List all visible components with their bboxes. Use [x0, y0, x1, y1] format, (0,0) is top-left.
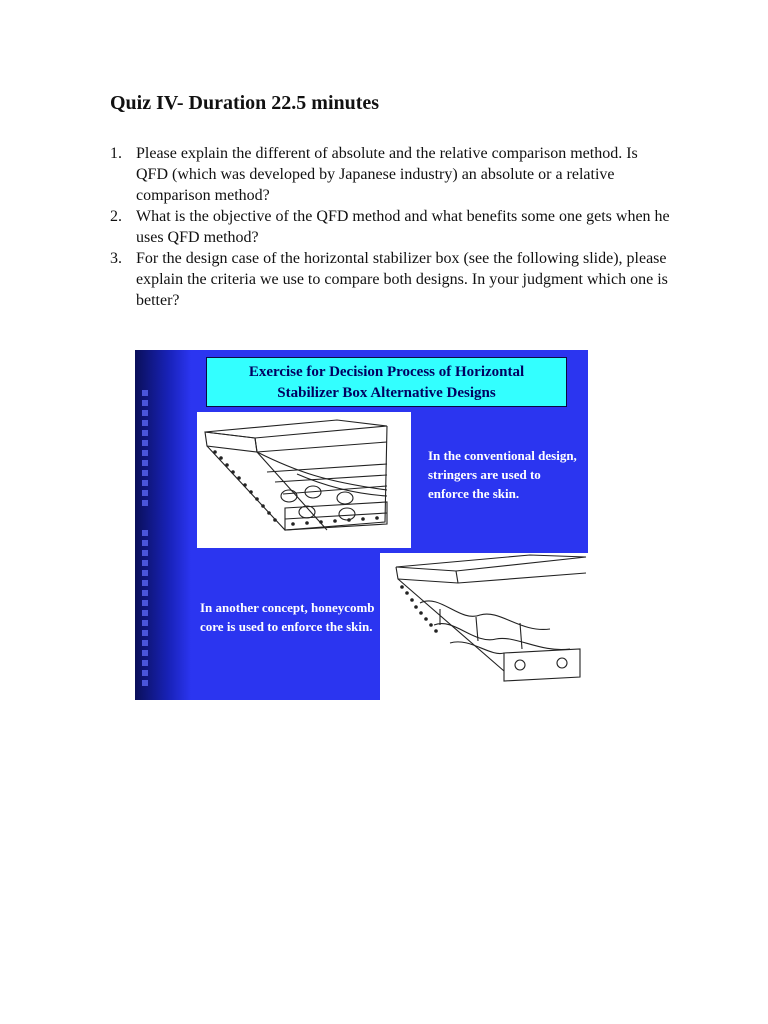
slide-pattern-square	[142, 500, 148, 506]
question-item	[110, 248, 670, 311]
slide-pattern-square	[142, 600, 148, 606]
slide-pattern-square	[142, 660, 148, 666]
question-number: 3.	[110, 250, 122, 267]
question-item	[110, 206, 670, 248]
question-list	[110, 143, 670, 311]
conventional-design-drawing	[197, 412, 411, 548]
slide-pattern-square	[142, 470, 148, 476]
question-text: What is the objective of the QFD method and what benefits some one gets when he uses QFD method?	[136, 208, 670, 246]
quiz-title: Quiz IV- Duration 22.5 minutes	[110, 92, 380, 114]
slide-pattern-square	[142, 480, 148, 486]
question-text: Please explain the different of absolute and the relative comparison method. Is QFD (which was developed by Japanese industry) an absolute or a relative comparison method?	[136, 145, 638, 204]
slide-pattern-square	[142, 400, 148, 406]
slide-pattern-square	[142, 610, 148, 616]
honeycomb-design-drawing	[380, 553, 588, 700]
honeycomb-box-illustration	[380, 553, 588, 700]
conventional-caption: In the conventional design, stringers are used to enforce the skin.	[428, 448, 577, 501]
slide-pattern-square	[142, 590, 148, 596]
question-text: For the design case of the horizontal stabilizer box (see the following slide), please explain the criteria we use to compare both designs. In your judgment which one is better?	[136, 250, 668, 309]
slide-pattern-square	[142, 530, 148, 536]
slide-title-box	[206, 357, 567, 407]
slide-pattern-square	[142, 440, 148, 446]
slide-pattern-square	[142, 640, 148, 646]
slide-pattern-square	[142, 410, 148, 416]
stabilizer-slide	[135, 350, 588, 700]
slide-pattern-square	[142, 670, 148, 676]
slide-pattern-square	[142, 650, 148, 656]
slide-title-line1: Exercise for Decision Process of Horizontal	[248, 364, 525, 380]
question-number: 1.	[110, 145, 122, 162]
slide-pattern-square	[142, 420, 148, 426]
honeycomb-caption: In another concept, honeycomb core is used to enforce the skin.	[200, 600, 375, 634]
question-item	[110, 143, 670, 206]
slide-pattern-square	[142, 450, 148, 456]
slide-pattern-square	[142, 490, 148, 496]
slide-pattern-square	[142, 560, 148, 566]
slide-square-pattern	[135, 350, 155, 700]
slide-pattern-square	[142, 620, 148, 626]
question-number: 2.	[110, 208, 122, 225]
slide-pattern-square	[142, 460, 148, 466]
slide-title-line2: Stabilizer Box Alternative Designs	[277, 385, 496, 401]
slide-pattern-square	[142, 430, 148, 436]
slide-pattern-square	[142, 570, 148, 576]
slide-pattern-square	[142, 550, 148, 556]
slide-pattern-square	[142, 580, 148, 586]
slide-pattern-square	[142, 540, 148, 546]
stringer-box-illustration	[197, 412, 411, 548]
slide-pattern-square	[142, 680, 148, 686]
slide-pattern-square	[142, 390, 148, 396]
slide-pattern-square	[142, 630, 148, 636]
